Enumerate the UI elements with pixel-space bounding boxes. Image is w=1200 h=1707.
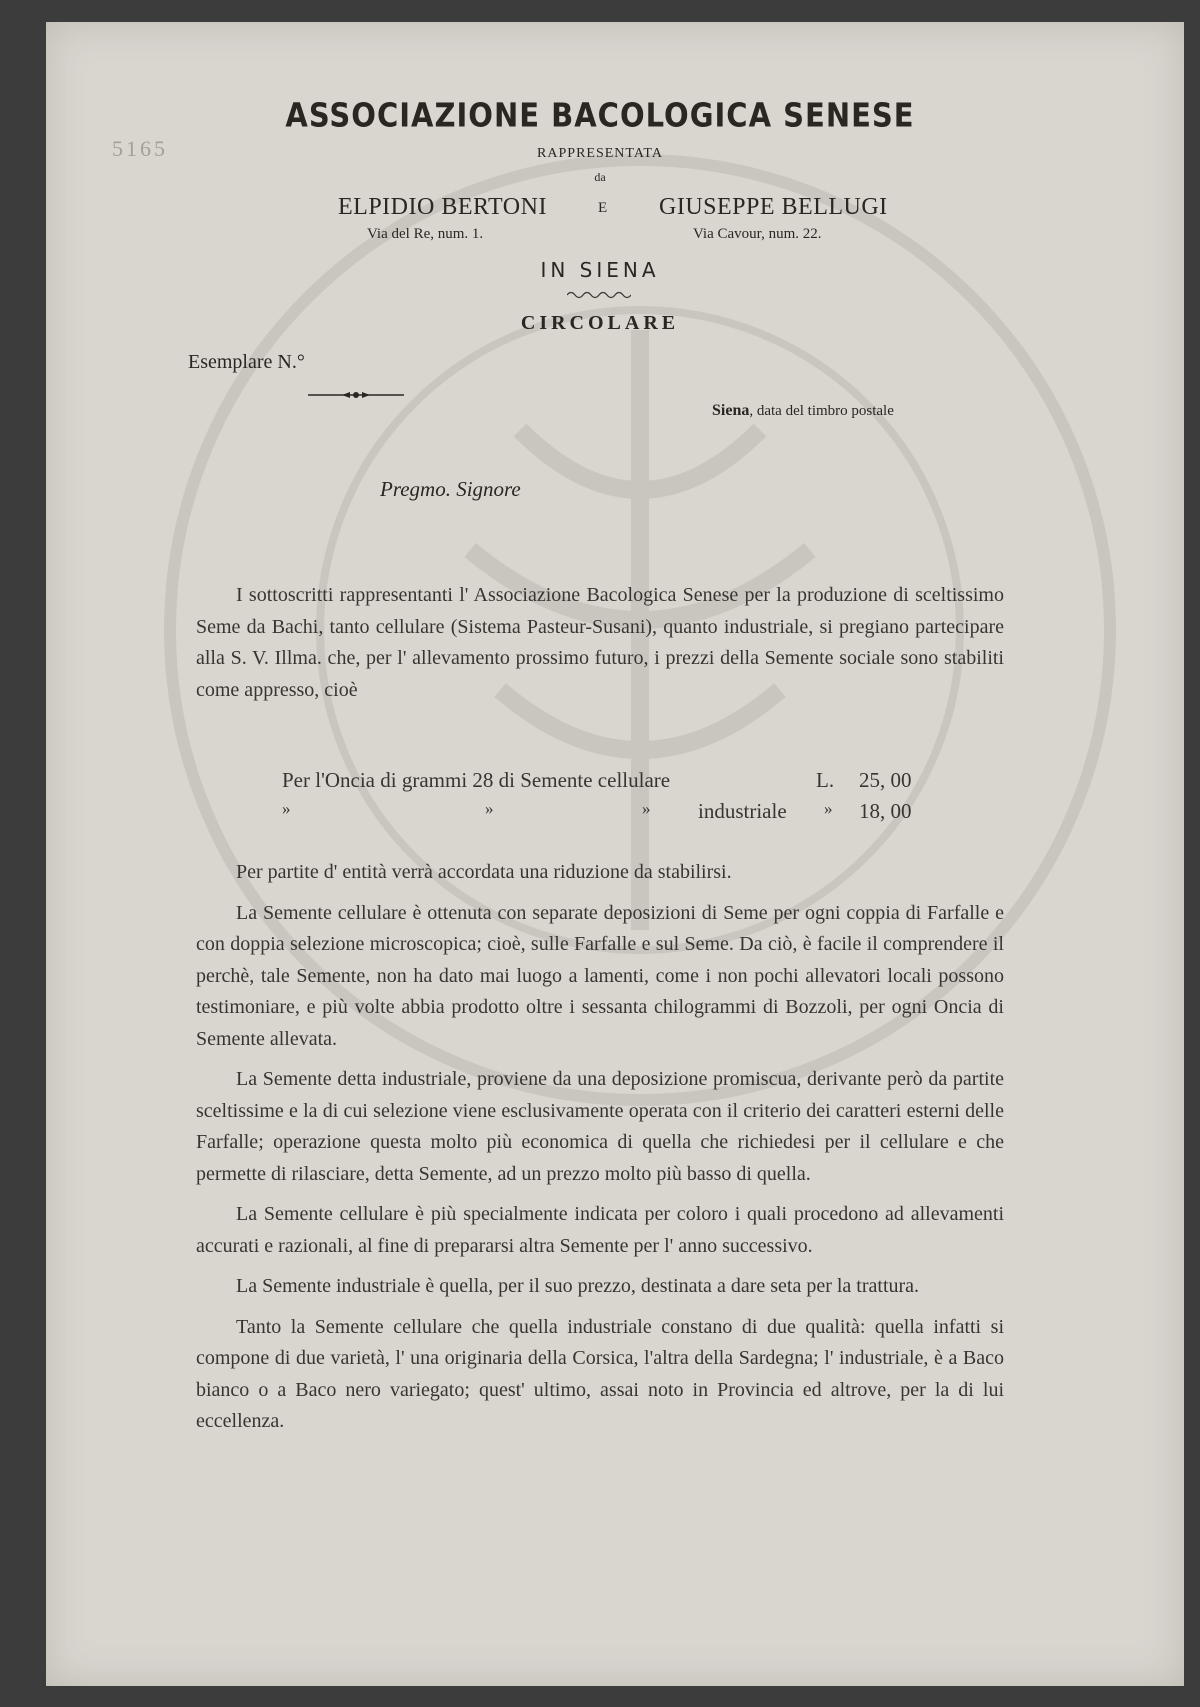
represented-label: RAPPRESENTATA [537,146,663,161]
price-2-description: industriale [698,799,787,823]
city-line: IN SIENA [540,258,660,282]
price-1-description: Per l'Oncia di grammi 28 di Semente cellulare [282,768,671,792]
price-2-currency: » [824,799,833,818]
price-1-amount: 25, 00 [859,768,912,792]
paragraph: Per partite d' entità verrà accordata una riduzione da stabilirsi. [236,861,732,883]
date-line [712,402,894,420]
and-label: E [598,200,608,216]
association-title: ASSOCIAZIONE BACOLOGICA SENESE [285,95,915,135]
paragraph: I sottoscritti rappresentanti l' Associazione Bacologica Senese per la produzione di sceltissimo Seme da Bachi, tanto cellulare (Sistema Pasteur-Susani), quanto industriale, si pregiano partecipare alla S. V. Illma. che, per l' allevamento prossimo futuro, i prezzi della Semente sociale sono stabiliti come appresso, cioè [196,584,1004,701]
date-place: Siena [712,402,750,419]
ornament-rule [308,390,404,400]
paragraph: La Semente detta industriale, proviene da una deposizione promiscua, derivante però da partite sceltissime e la di cui selezione viene esclusivamente operata con il criterio dei caratteri esterni delle Farfalle; operazione questa molto più economica di quella che richiedesi per il cellulare e che permette di rilasciare, detta Semente, ad un prezzo molto più basso di quella. [196,1068,1004,1185]
inventory-number: 5165 [112,136,168,161]
intro-paragraph [196,580,1004,715]
ornament-squiggle [567,290,631,300]
price-2-ditto-2: » [485,799,494,818]
paragraph: Tanto la Semente cellulare che quella industriale constano di due qualità: quella infatti si compone di due varietà, l' una originaria della Corsica, l'altra della Sardegna; l' industriale, è a Baco bianco o a Baco nero variegato; quest' ultimo, assai noto in Provincia ed altrove, per la di lui eccellenza. [196,1315,1004,1432]
representative-2-address: Via Cavour, num. 22. [693,226,822,242]
paragraph: La Semente cellulare è più specialmente indicata per coloro i quali procedono ad allevamenti accurati e razionali, al fine di prepararsi altra Semente per l' anno successivo. [196,1203,1004,1257]
representative-1-name: ELPIDIO BERTONI [338,194,547,220]
representative-1-address: Via del Re, num. 1. [367,226,484,242]
circular-heading: CIRCOLARE [520,312,680,334]
date-text: , data del timbro postale [749,403,894,419]
price-1-currency: L. [816,768,835,792]
copy-number-label: Esemplare N.° [188,351,305,373]
paragraph: La Semente cellulare è ottenuta con separate deposizioni di Seme per ogni coppia di Farfalle e con doppia selezione microscopica; cioè, sulle Farfalle e sul Seme. Da ciò, è facile il comprendere il perchè, tale Semente, non ha dato mai luogo a lamenti, come i non pochi allevatori locali possono testimoniare, e più volte abbia prodotto oltre i sessanta chilogrammi di Bozzoli, per ogni Oncia di Semente allevata. [196,901,1004,1050]
paragraph: La Semente industriale è quella, per il suo prezzo, destinata a dare seta per la trattura. [236,1275,920,1297]
price-2-ditto-3: » [642,799,651,818]
price-2-ditto-1: » [282,799,291,818]
price-2-amount: 18, 00 [859,799,912,823]
salutation: Pregmo. Signore [380,477,521,501]
representative-2-name: GIUSEPPE BELLUGI [659,194,888,220]
body-paragraphs [196,857,1004,1447]
by-label: da [594,170,606,184]
